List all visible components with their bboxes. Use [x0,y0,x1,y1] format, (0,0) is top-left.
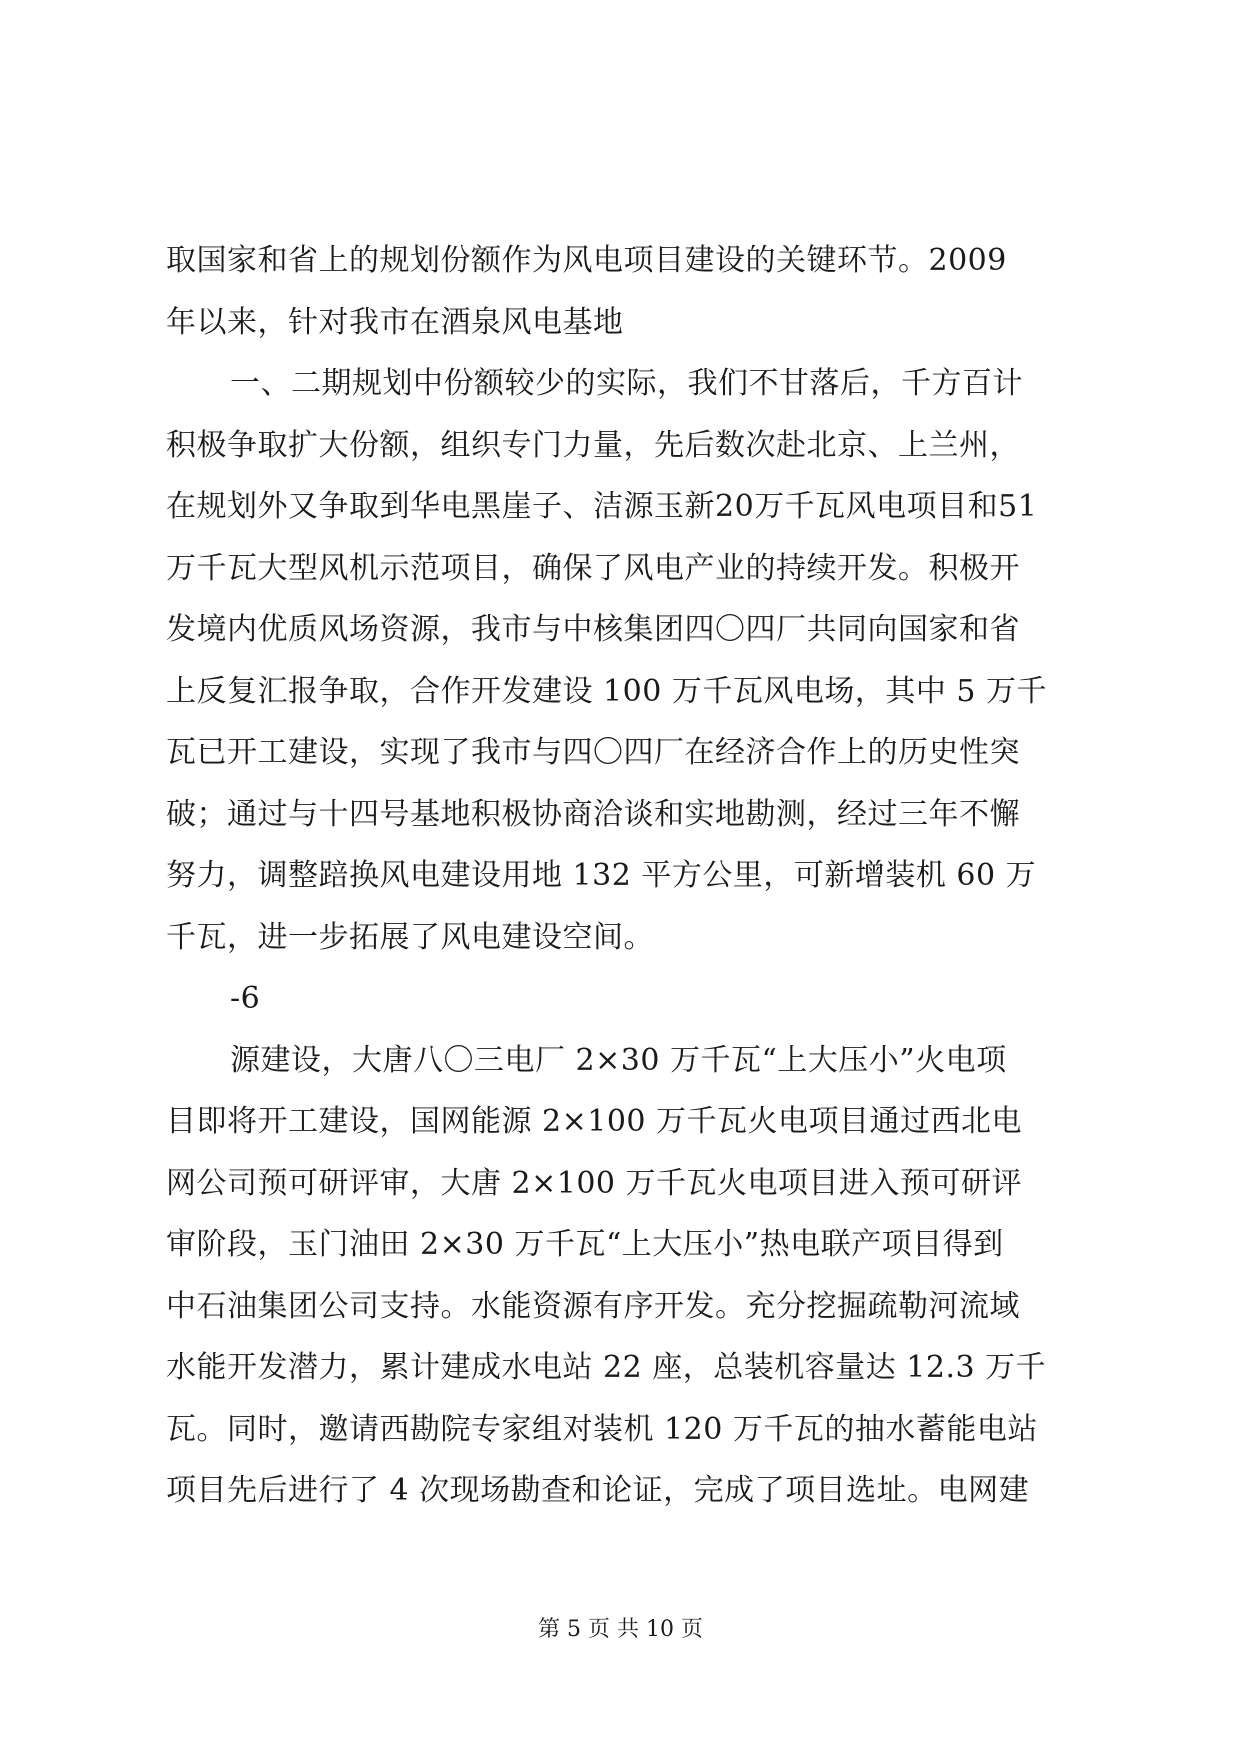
text-line: 审阶段，玉门油田 2×30 万千瓦“上大压小”热电联产项目得到 [166,1227,1004,1262]
text-line: 取国家和省上的规划份额作为风电项目建设的关键环节。2009 [166,243,1007,278]
document-body [166,230,1076,1522]
text-line: 破；通过与十四号基地积极协商洽谈和实地勘测，经过三年不懈 [166,796,1020,832]
text-line: 千瓦，进一步拓展了风电建设空间。 [166,919,654,955]
text-line: 努力，调整踣换风电建设用地 132 平方公里，可新增装机 60 万 [166,858,1037,893]
text-line: 年以来，针对我市在酒泉风电基地 [166,304,624,340]
text-line: 发境内优质风场资源，我市与中核集团四〇四厂共同向国家和省 [166,612,1020,647]
text-line: 在规划外又争取到华电黑崖子、洁源玉新20万千瓦风电项目和51 [166,489,1038,524]
text-line: 积极争取扩大份额，组织专门力量，先后数次赴北京、上兰州， [166,427,1020,463]
text-line: 一、二期规划中份额较少的实际，我们不甘落后，千方百计 [230,366,1023,401]
text-line: 源建设，大唐八〇三电厂 2×30 万千瓦“上大压小”火电项 [230,1042,1007,1078]
text-line: 网公司预可研评审，大唐 2×100 万千瓦火电项目进入预可研评 [166,1165,1023,1201]
text-line: 上反复汇报争取，合作开发建设 100 万千瓦风电场，其中 5 万千 [166,673,1047,709]
text-line: -6 [230,981,261,1016]
page-footer: 第 5 页 共 10 页 [538,1617,703,1642]
text-line: 万千瓦大型风机示范项目，确保了风电产业的持续开发。积极开 [166,550,1020,586]
text-line: 瓦。同时，邀请西勘院专家组对装机 120 万千瓦的抽水蓄能电站 [166,1411,1038,1447]
text-line: 瓦已开工建设，实现了我市与四〇四厂在经济合作上的历史性突 [166,735,1020,770]
text-line: 中石油集团公司支持。水能资源有序开发。充分挖掘疏勒河流域 [166,1288,1020,1324]
text-line: 水能开发潜力，累计建成水电站 22 座，总装机容量达 12.3 万千 [166,1350,1047,1385]
text-line: 项目先后进行了 4 次现场勘查和论证，完成了项目选址。电网建 [166,1473,1030,1508]
text-line: 目即将开工建设，国网能源 2×100 万千瓦火电项目通过西北电 [166,1104,1023,1139]
